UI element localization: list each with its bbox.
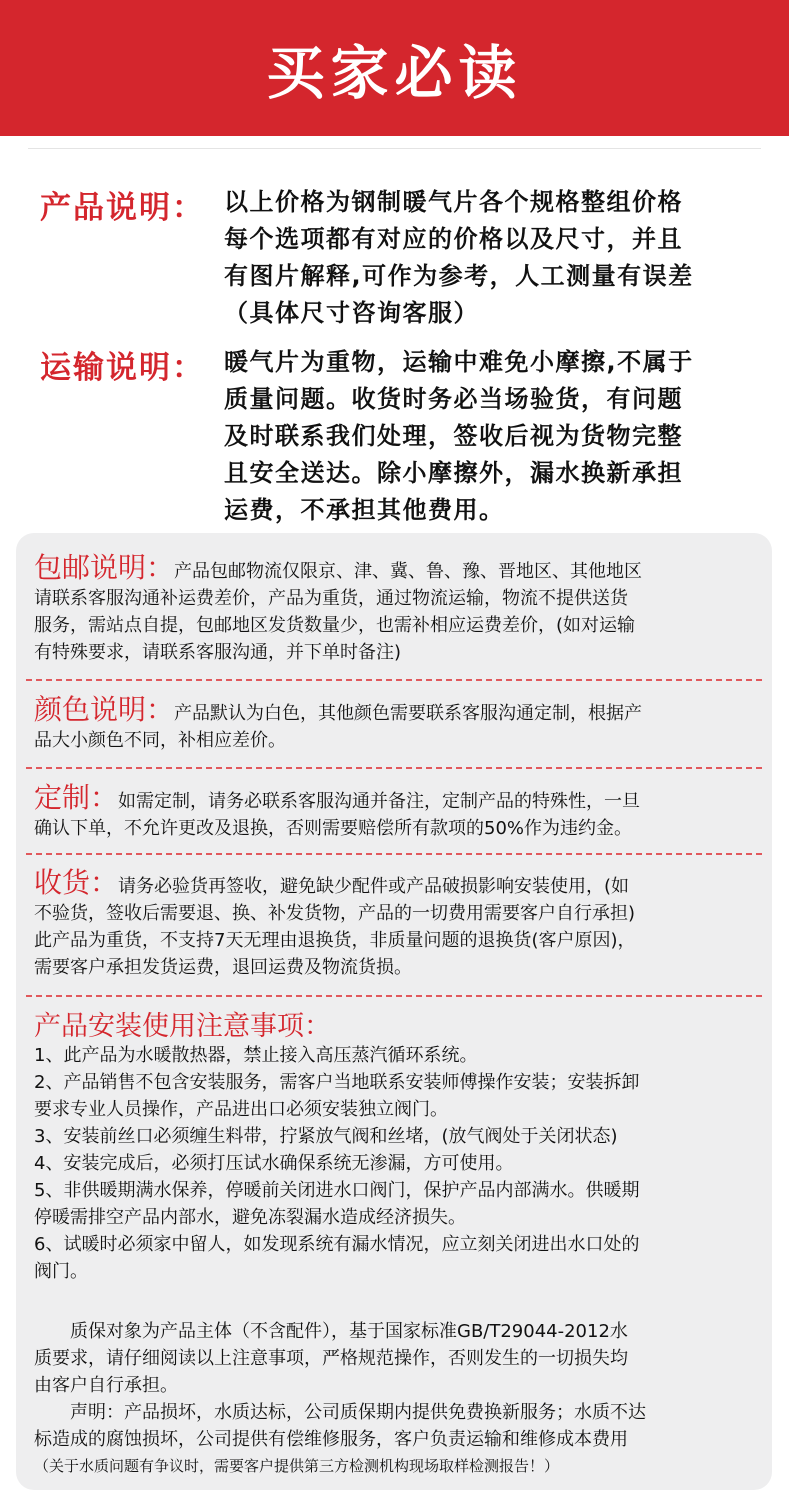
custom-first-line bbox=[34, 783, 764, 815]
text-line: 且安全送达。除小摩擦外，漏水换新承担 bbox=[224, 459, 683, 487]
install-item: 3、安装前丝口必须缠生料带，拧紧放气阀和丝堵，(放气阀处于关闭状态) bbox=[34, 1126, 618, 1147]
text-line: 有特殊要求，请联系客服沟通，并下单时备注) bbox=[34, 642, 402, 663]
custom-section bbox=[34, 783, 764, 842]
install-item: 4、安装完成后，必须打压试水确保系统无渗漏，方可使用。 bbox=[34, 1153, 514, 1174]
installation-notes-title: 产品安装使用注意事项： bbox=[34, 1011, 331, 1042]
warranty-footnote: （关于水质问题有争议时，需要客户提供第三方检测机构现场取样检测报告！） bbox=[34, 1457, 560, 1475]
product-description-label: 产品说明： bbox=[40, 190, 205, 226]
text-line: 需要客户承担发货运费，退回运费及物流货损。 bbox=[34, 957, 412, 978]
section-divider bbox=[26, 679, 762, 681]
warranty-line: 标造成的腐蚀损坏，公司提供有偿维修服务，客户负责运输和维修成本费用 bbox=[34, 1429, 628, 1450]
receiving-label: 收货： bbox=[34, 866, 119, 899]
shipping-description-text bbox=[224, 344, 780, 529]
section-divider bbox=[26, 767, 762, 769]
text-line: 以上价格为钢制暖气片各个规格整组价格 bbox=[224, 188, 683, 216]
install-item: 停暖需排空产品内部水，避免冻裂漏水造成经济损失。 bbox=[34, 1207, 466, 1228]
custom-label: 定制： bbox=[34, 781, 119, 814]
section-divider bbox=[26, 853, 762, 855]
receiving-section bbox=[34, 868, 764, 981]
section-divider bbox=[26, 995, 762, 997]
warranty-line: 由客户自行承担。 bbox=[34, 1375, 178, 1396]
text-line: （具体尺寸咨询客服） bbox=[224, 299, 479, 327]
installation-notes-section bbox=[34, 1013, 764, 1285]
text-line: 确认下单，不允许更改及退换，否则需要赔偿所有款项的50%作为违约金。 bbox=[34, 818, 633, 839]
receiving-first-text: 请务必验货再签收，避免缺少配件或产品破损影响安装使用，(如 bbox=[118, 876, 630, 897]
text-line: 每个选项都有对应的价格以及尺寸，并且 bbox=[224, 225, 683, 253]
free-shipping-label: 包邮说明： bbox=[34, 551, 175, 584]
install-item: 1、此产品为水暖散热器，禁止接入高压蒸汽循环系统。 bbox=[34, 1045, 478, 1066]
free-shipping-first-line bbox=[34, 553, 764, 585]
header-divider bbox=[28, 148, 761, 149]
shipping-description-section bbox=[0, 340, 789, 530]
page-header bbox=[0, 0, 789, 136]
warranty-section bbox=[34, 1318, 764, 1477]
text-line: 服务，需站点自提，包邮地区发货数量少，也需补相应运费差价，(如对运输 bbox=[34, 615, 636, 636]
text-line: 不验货，签收后需要退、换、补发货物，产品的一切费用需要客户自行承担) bbox=[34, 903, 636, 924]
text-line: 此产品为重货，不支持7天无理由退换货，非质量问题的退换货(客户原因)， bbox=[34, 930, 636, 951]
text-line: 运费，不承担其他费用。 bbox=[224, 496, 505, 524]
shipping-description-label: 运输说明： bbox=[40, 350, 205, 386]
color-description-first-line bbox=[34, 695, 764, 727]
color-description-first-text: 产品默认为白色，其他颜色需要联系客服沟通定制，根据产 bbox=[174, 703, 643, 724]
page-title: 买家必读 bbox=[266, 39, 523, 107]
product-description-text bbox=[224, 184, 780, 332]
free-shipping-first-text: 产品包邮物流仅限京、津、冀、鲁、豫、晋地区、其他地区 bbox=[174, 561, 643, 582]
install-item: 5、非供暖期满水保养，停暖前关闭进水口阀门，保护产品内部满水。供暖期 bbox=[34, 1180, 640, 1201]
warranty-line: 质要求，请仔细阅读以上注意事项，严格规范操作，否则发生的一切损失均 bbox=[34, 1348, 628, 1369]
warranty-line: 声明：产品损坏，水质达标，公司质保期内提供免费换新服务；水质不达 bbox=[34, 1402, 646, 1423]
custom-first-text: 如需定制，请务必联系客服沟通并备注，定制产品的特殊性，一旦 bbox=[118, 791, 641, 812]
color-description-section bbox=[34, 695, 764, 754]
install-item: 2、产品销售不包含安装服务，需客户当地联系安装师傅操作安装；安装拆卸 bbox=[34, 1072, 640, 1093]
warranty-line: 质保对象为产品主体（不含配件），基于国家标准GB/T29044-2012水 bbox=[34, 1321, 628, 1342]
text-line: 请联系客服沟通补运费差价，产品为重货，通过物流运输，物流不提供送货 bbox=[34, 588, 628, 609]
install-item: 6、试暖时必须家中留人，如发现系统有漏水情况，应立刻关闭进出水口处的 bbox=[34, 1234, 640, 1255]
text-line: 及时联系我们处理，签收后视为货物完整 bbox=[224, 422, 683, 450]
receiving-first-line bbox=[34, 868, 764, 900]
text-line: 有图片解释,可作为参考，人工测量有误差 bbox=[224, 262, 694, 290]
text-line: 质量问题。收货时务必当场验货，有问题 bbox=[224, 385, 683, 413]
install-item: 要求专业人员操作，产品进出口必须安装独立阀门。 bbox=[34, 1099, 448, 1120]
text-line: 品大小颜色不同，补相应差价。 bbox=[34, 730, 286, 751]
free-shipping-section bbox=[34, 553, 764, 666]
text-line: 暖气片为重物，运输中难免小摩擦,不属于 bbox=[224, 348, 694, 376]
install-item: 阀门。 bbox=[34, 1261, 88, 1282]
product-description-section bbox=[0, 180, 789, 330]
color-description-label: 颜色说明： bbox=[34, 693, 175, 726]
